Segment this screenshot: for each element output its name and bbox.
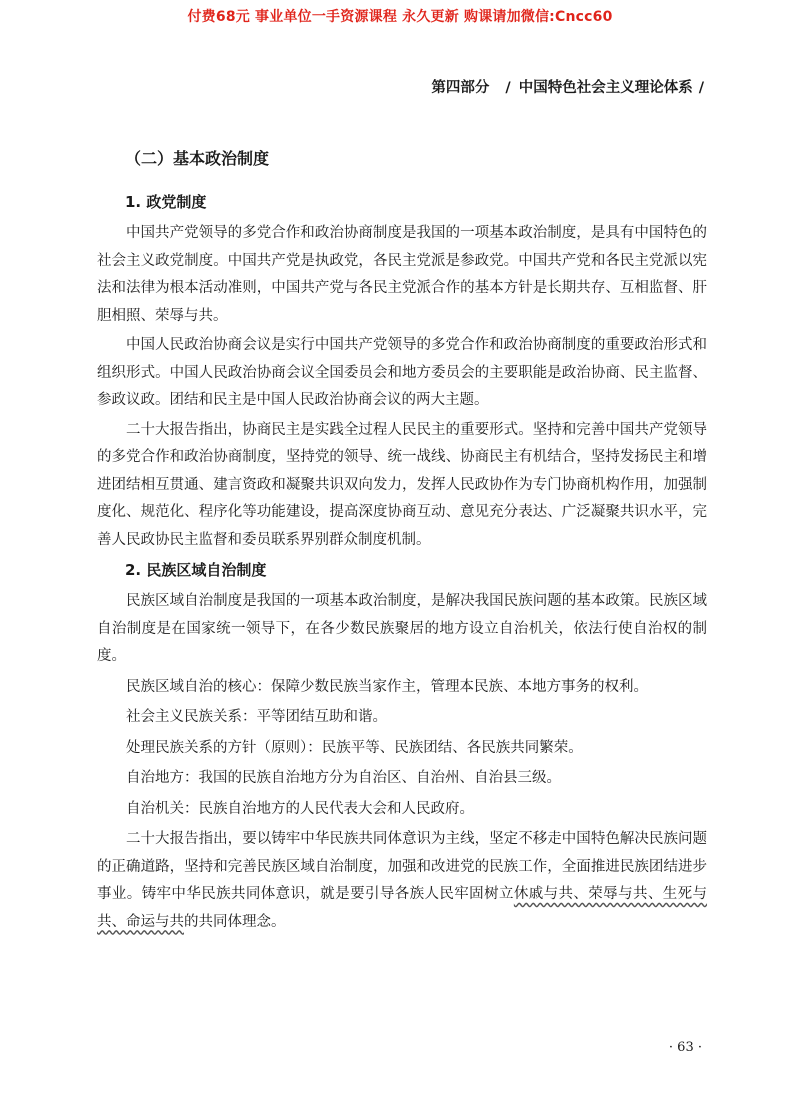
page-number: · 63 · <box>668 1040 702 1055</box>
paragraph: 二十大报告指出，协商民主是实践全过程人民民主的重要形式。坚持和完善中国共产党领导的多党合作和政治协商制度，坚持党的领导、统一战线、协商民主有机结合，坚持发扬民主和增进团结相互贯通、建言资政和凝聚共识双向发力，发挥人民政协作为专门协商机构作用，加强制度化、规范化、程序化等功能建设，提高深度协商互动、意见充分表达、广泛凝聚共识水平，完善人民政协民主监督和委员联系界别群众制度机制。 <box>97 421 707 548</box>
header-separator: / <box>505 80 511 96</box>
definition-principle: 处理民族关系的方针（原则）：民族平等、民族团结、各民族共同繁荣。 <box>126 739 583 756</box>
header-part: 第四部分 <box>431 80 490 96</box>
header-end-slash: / <box>698 80 704 96</box>
definition-areas: 自治地方：我国的民族自治地方分为自治区、自治州、自治县三级。 <box>126 770 561 786</box>
underlined-phrase: 休戚与共、荣辱与共、生死与共、命运与共 <box>97 886 708 930</box>
paragraph: 中国共产党领导的多党合作和政治协商制度是我国的一项基本政治制度，是具有中国特色的社会主义政党制度。中国共产党是执政党，各民主党派是参政党。中国共产党和各民主党派以宪法和法律为根本活动准则，中国共产党与各民主党派合作的基本方针是长期共存、互相监督、肝胆相照、荣辱与共。 <box>97 225 707 324</box>
final-text-before: 二十大报告指出，要以铸牢中华民族共同体意识为主线，坚定不移走中国特色解决民族问题的正确道路，坚持和完善民族区域自治制度，加强和改进党的民族工作，全面推进民族团结进步事业。铸牢中华民族共同体意识，就是要引导各族人民牢固树立 <box>97 831 707 902</box>
definition-organs: 自治机关：民族自治地方的人民代表大会和人民政府。 <box>126 800 474 817</box>
subsection-title-ethnic-autonomy: 2. 民族区域自治制度 <box>125 561 267 579</box>
watermark-banner: 付费68元 事业单位一手资源课程 永久更新 购课请加微信:Cncc60 <box>187 9 613 25</box>
definition-relation: 社会主义民族关系：平等团结互助和谐。 <box>126 709 387 725</box>
subsection-title-party-system: 1. 政党制度 <box>125 193 207 211</box>
paragraph-final <box>97 826 707 936</box>
paragraph: 民族区域自治制度是我国的一项基本政治制度，是解决我国民族问题的基本政策。民族区域自治制度是在国家统一领导下，在各少数民族聚居的地方设立自治机关，依法行使自治权的制度。 <box>97 593 707 664</box>
page-body <box>97 146 707 938</box>
running-header <box>431 76 704 97</box>
final-text-after: 的共同体理念。 <box>184 913 286 930</box>
header-title: 中国特色社会主义理论体系 <box>518 80 693 96</box>
section-title: （二）基本政治制度 <box>125 149 270 168</box>
paragraph: 中国人民政治协商会议是实行中国共产党领导的多党合作和政治协商制度的重要政治形式和组织形式。中国人民政治协商会议全国委员会和地方委员会的主要职能是政治协商、民主监督、参政议政。团结和民主是中国人民政治协商会议的两大主题。 <box>97 337 707 408</box>
definition-core: 民族区域自治的核心：保障少数民族当家作主，管理本民族、本地方事务的权利。 <box>126 678 648 695</box>
